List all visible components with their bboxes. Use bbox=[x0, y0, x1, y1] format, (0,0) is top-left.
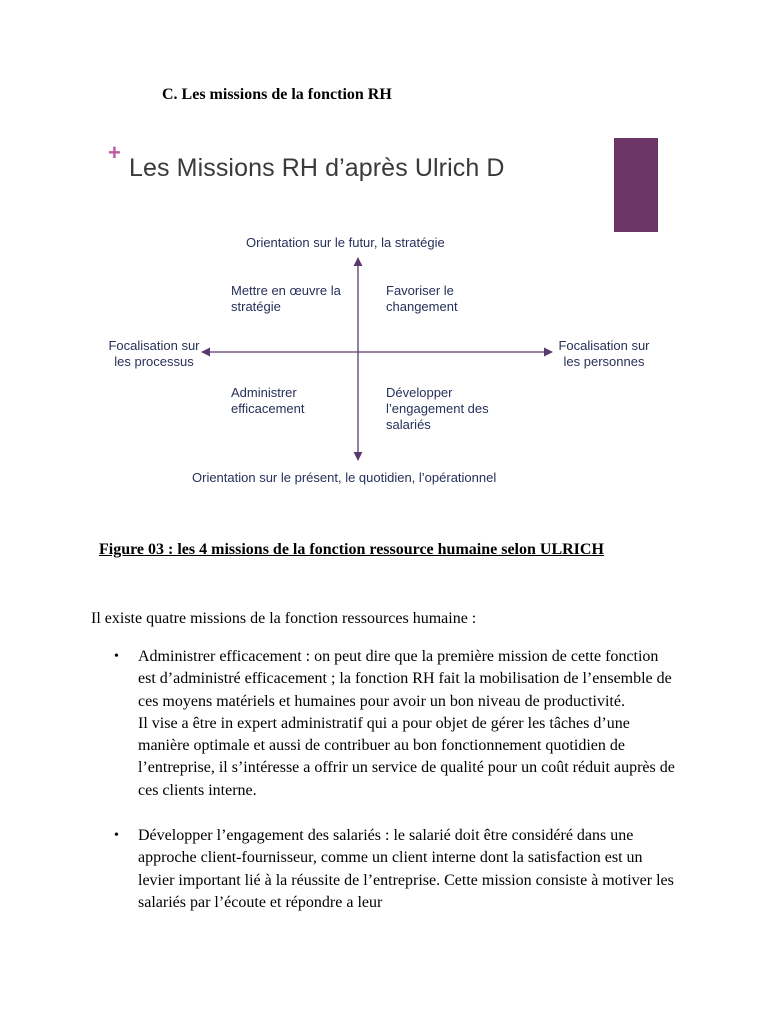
axis-label-left: Focalisation sur les processus bbox=[108, 338, 200, 369]
missions-list bbox=[114, 646, 678, 937]
intro-paragraph: Il existe quatre missions de la fonction ressources humaine : bbox=[91, 610, 477, 627]
quadrant-axes bbox=[96, 130, 666, 500]
section-heading: C. Les missions de la fonction RH bbox=[162, 86, 392, 103]
bullet-paragraph: Développer l’engagement des salariés : le salarié doit être considéré dans une approche client-fournisseur, comme un client interne dont la satisfaction est un levier important lié à la réussite de l’entreprise. Cette mission consiste à motiver les salariés par l’écoute et répondre a leur bbox=[138, 827, 674, 911]
bullet-paragraph: Administrer efficacement : on peut dire que la première mission de cette fonction est d’administré efficacement ; la fonction RH fait la mobilisation de l’ensemble de ces moyens matériels et humaines pour avoir un bon niveau de productivité. bbox=[138, 648, 672, 710]
list-item bbox=[114, 646, 678, 802]
quadrant-bottom-left: Administrer efficacement bbox=[231, 385, 305, 416]
quadrant-top-right: Favoriser le changement bbox=[386, 283, 458, 314]
figure-caption: Figure 03 : les 4 missions de la fonction ressource humaine selon ULRICH bbox=[99, 541, 604, 558]
plus-icon: + bbox=[108, 140, 121, 165]
bullet-icon: • bbox=[114, 828, 119, 844]
quadrant-top-left: Mettre en œuvre la stratégie bbox=[231, 283, 341, 314]
axis-label-top: Orientation sur le futur, la stratégie bbox=[246, 235, 445, 250]
axis-label-right: Focalisation sur les personnes bbox=[558, 338, 650, 369]
ulrich-figure bbox=[96, 130, 666, 500]
figure-title: Les Missions RH d’après Ulrich D bbox=[129, 154, 505, 182]
quadrant-bottom-right: Développer l’engagement des salariés bbox=[386, 385, 489, 432]
axis-label-bottom: Orientation sur le présent, le quotidien, l’opérationnel bbox=[192, 470, 497, 485]
bullet-paragraph: Il vise a être in expert administratif qui a pour objet de gérer les tâches d’une manière optimale et aussi de contribuer au bon fonctionnement quotidien de l’entreprise, il s’intéresse a offrir un service de qualité pour un coût réduit auprès de ces clients interne. bbox=[138, 714, 675, 799]
list-item bbox=[114, 825, 678, 914]
bullet-icon: • bbox=[114, 649, 119, 664]
